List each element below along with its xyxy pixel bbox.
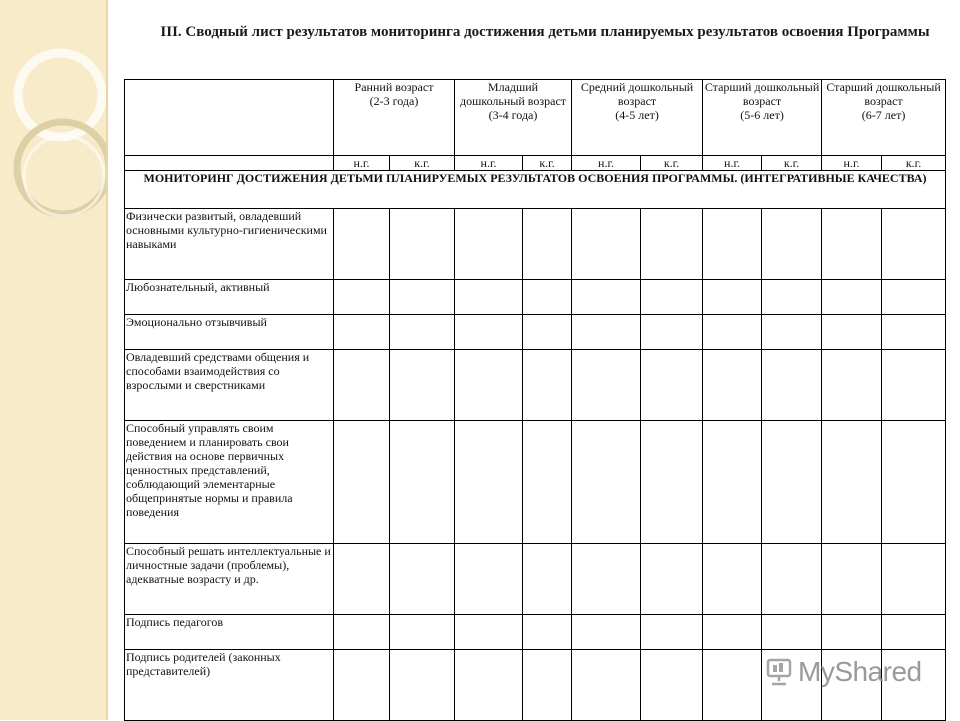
result-cell[interactable] xyxy=(882,280,946,315)
result-cell[interactable] xyxy=(455,209,523,280)
result-cell[interactable] xyxy=(334,615,390,650)
result-cell[interactable] xyxy=(334,421,390,544)
period-end-header: к.г. xyxy=(523,156,572,171)
result-cell[interactable] xyxy=(641,350,703,421)
period-start-header: н.г. xyxy=(822,156,882,171)
result-cell[interactable] xyxy=(334,280,390,315)
criterion-label: Овладевший средствами общения и способами взаимодействия со взрослыми и сверстниками xyxy=(125,350,334,421)
result-cell[interactable] xyxy=(455,421,523,544)
result-cell[interactable] xyxy=(523,544,572,615)
result-cell[interactable] xyxy=(523,650,572,721)
result-cell[interactable] xyxy=(455,650,523,721)
criterion-label: Подпись родителей (законных представителей) xyxy=(125,650,334,721)
period-end-header: к.г. xyxy=(762,156,822,171)
age-header-row xyxy=(125,80,946,156)
period-start-header: н.г. xyxy=(334,156,390,171)
age-group-name: Младший дошкольный возраст xyxy=(460,80,567,108)
result-cell[interactable] xyxy=(523,615,572,650)
result-cell[interactable] xyxy=(703,544,762,615)
result-cell[interactable] xyxy=(523,280,572,315)
result-cell[interactable] xyxy=(572,650,641,721)
result-cell[interactable] xyxy=(703,350,762,421)
table-row xyxy=(125,280,946,315)
criterion-label: Эмоционально отзывчивый xyxy=(125,315,334,350)
section-header: МОНИТОРИНГ ДОСТИЖЕНИЯ ДЕТЬМИ ПЛАНИРУЕМЫХ РЕЗУЛЬТАТОВ ОСВОЕНИЯ ПРОГРАММЫ. (ИНТЕГРАТИВНЫЕ КАЧЕСТВА) xyxy=(125,171,946,209)
result-cell[interactable] xyxy=(703,421,762,544)
result-cell[interactable] xyxy=(641,615,703,650)
age-group-header xyxy=(455,80,572,156)
result-cell[interactable] xyxy=(572,615,641,650)
result-cell[interactable] xyxy=(390,421,455,544)
result-cell[interactable] xyxy=(641,421,703,544)
result-cell[interactable] xyxy=(822,315,882,350)
empty-cell xyxy=(125,156,334,171)
result-cell[interactable] xyxy=(455,280,523,315)
age-group-range: (4-5 лет) xyxy=(615,108,659,122)
result-cell[interactable] xyxy=(703,280,762,315)
result-cell[interactable] xyxy=(572,350,641,421)
result-cell[interactable] xyxy=(390,350,455,421)
presentation-icon xyxy=(764,657,794,687)
table-row xyxy=(125,615,946,650)
decorative-rings xyxy=(0,0,108,720)
period-start-header: н.г. xyxy=(455,156,523,171)
result-cell[interactable] xyxy=(641,544,703,615)
age-group-range: (5-6 лет) xyxy=(740,108,784,122)
result-cell[interactable] xyxy=(882,544,946,615)
result-cell[interactable] xyxy=(641,280,703,315)
result-cell[interactable] xyxy=(703,615,762,650)
result-cell[interactable] xyxy=(822,280,882,315)
criterion-label: Подпись педагогов xyxy=(125,615,334,650)
corner-cell xyxy=(125,80,334,156)
table-row xyxy=(125,209,946,280)
age-group-header xyxy=(703,80,822,156)
criterion-label: Способный управлять своим поведением и планировать свои действия на основе первичных ценностных представлений, соблюдающий элементарные общепринятые нормы и правила поведения xyxy=(125,421,334,544)
age-group-range: (2-3 года) xyxy=(369,94,419,108)
criterion-label: Любознательный, активный xyxy=(125,280,334,315)
result-cell[interactable] xyxy=(762,421,822,544)
result-cell[interactable] xyxy=(882,315,946,350)
table-row xyxy=(125,421,946,544)
watermark-logo xyxy=(764,656,922,688)
period-header-row xyxy=(125,156,946,171)
result-cell[interactable] xyxy=(641,650,703,721)
result-cell[interactable] xyxy=(390,544,455,615)
result-cell[interactable] xyxy=(334,650,390,721)
result-cell[interactable] xyxy=(455,315,523,350)
table-row xyxy=(125,544,946,615)
result-cell[interactable] xyxy=(390,615,455,650)
period-start-header: н.г. xyxy=(703,156,762,171)
result-cell[interactable] xyxy=(641,209,703,280)
result-cell[interactable] xyxy=(334,315,390,350)
result-cell[interactable] xyxy=(523,350,572,421)
result-cell[interactable] xyxy=(762,315,822,350)
result-cell[interactable] xyxy=(572,421,641,544)
period-end-header: к.г. xyxy=(390,156,455,171)
age-group-name: Средний дошкольный возраст xyxy=(580,80,694,108)
result-cell[interactable] xyxy=(390,315,455,350)
result-cell[interactable] xyxy=(762,209,822,280)
result-cell[interactable] xyxy=(882,350,946,421)
result-cell[interactable] xyxy=(641,315,703,350)
result-cell[interactable] xyxy=(572,315,641,350)
table-row xyxy=(125,315,946,350)
result-cell[interactable] xyxy=(703,315,762,350)
result-cell[interactable] xyxy=(882,615,946,650)
result-cell[interactable] xyxy=(822,350,882,421)
result-cell[interactable] xyxy=(572,209,641,280)
age-group-range: (6-7 лет) xyxy=(861,108,906,122)
result-cell[interactable] xyxy=(703,209,762,280)
result-cell[interactable] xyxy=(455,350,523,421)
result-cell[interactable] xyxy=(882,421,946,544)
result-cell[interactable] xyxy=(390,209,455,280)
page-title: III. Сводный лист результатов мониторинга достижения детьми планируемых результатов освоения Программы xyxy=(160,24,930,40)
result-cell[interactable] xyxy=(762,544,822,615)
age-group-header xyxy=(822,80,946,156)
section-row xyxy=(125,171,946,209)
age-group-header xyxy=(572,80,703,156)
age-group-header xyxy=(334,80,455,156)
result-cell[interactable] xyxy=(703,650,762,721)
decorative-sidebar xyxy=(0,0,108,720)
result-cell[interactable] xyxy=(334,209,390,280)
result-cell[interactable] xyxy=(572,544,641,615)
result-cell[interactable] xyxy=(822,544,882,615)
table-row xyxy=(125,350,946,421)
period-start-header: н.г. xyxy=(572,156,641,171)
result-cell[interactable] xyxy=(334,544,390,615)
monitoring-table xyxy=(124,79,946,721)
age-group-range: (3-4 года) xyxy=(488,108,538,122)
result-cell[interactable] xyxy=(882,209,946,280)
result-cell[interactable] xyxy=(822,209,882,280)
period-end-header: к.г. xyxy=(882,156,946,171)
age-group-name: Старший дошкольный возраст xyxy=(704,80,820,108)
criterion-label: Физически развитый, овладевший основными культурно-гигиеническими навыками xyxy=(125,209,334,280)
age-group-name: Ранний возраст xyxy=(354,80,434,94)
result-cell[interactable] xyxy=(762,280,822,315)
result-cell[interactable] xyxy=(334,350,390,421)
result-cell[interactable] xyxy=(822,615,882,650)
result-cell[interactable] xyxy=(390,280,455,315)
result-cell[interactable] xyxy=(523,209,572,280)
watermark-text: MyShared xyxy=(798,656,922,687)
result-cell[interactable] xyxy=(762,350,822,421)
age-group-name: Старший дошкольный возраст xyxy=(826,80,941,108)
criterion-label: Способный решать интеллектуальные и личностные задачи (проблемы), адекватные возрасту и др. xyxy=(125,544,334,615)
result-cell[interactable] xyxy=(455,544,523,615)
result-cell[interactable] xyxy=(572,280,641,315)
result-cell[interactable] xyxy=(455,615,523,650)
period-end-header: к.г. xyxy=(641,156,703,171)
result-cell[interactable] xyxy=(822,421,882,544)
result-cell[interactable] xyxy=(390,650,455,721)
result-cell[interactable] xyxy=(523,421,572,544)
result-cell[interactable] xyxy=(762,615,822,650)
result-cell[interactable] xyxy=(523,315,572,350)
